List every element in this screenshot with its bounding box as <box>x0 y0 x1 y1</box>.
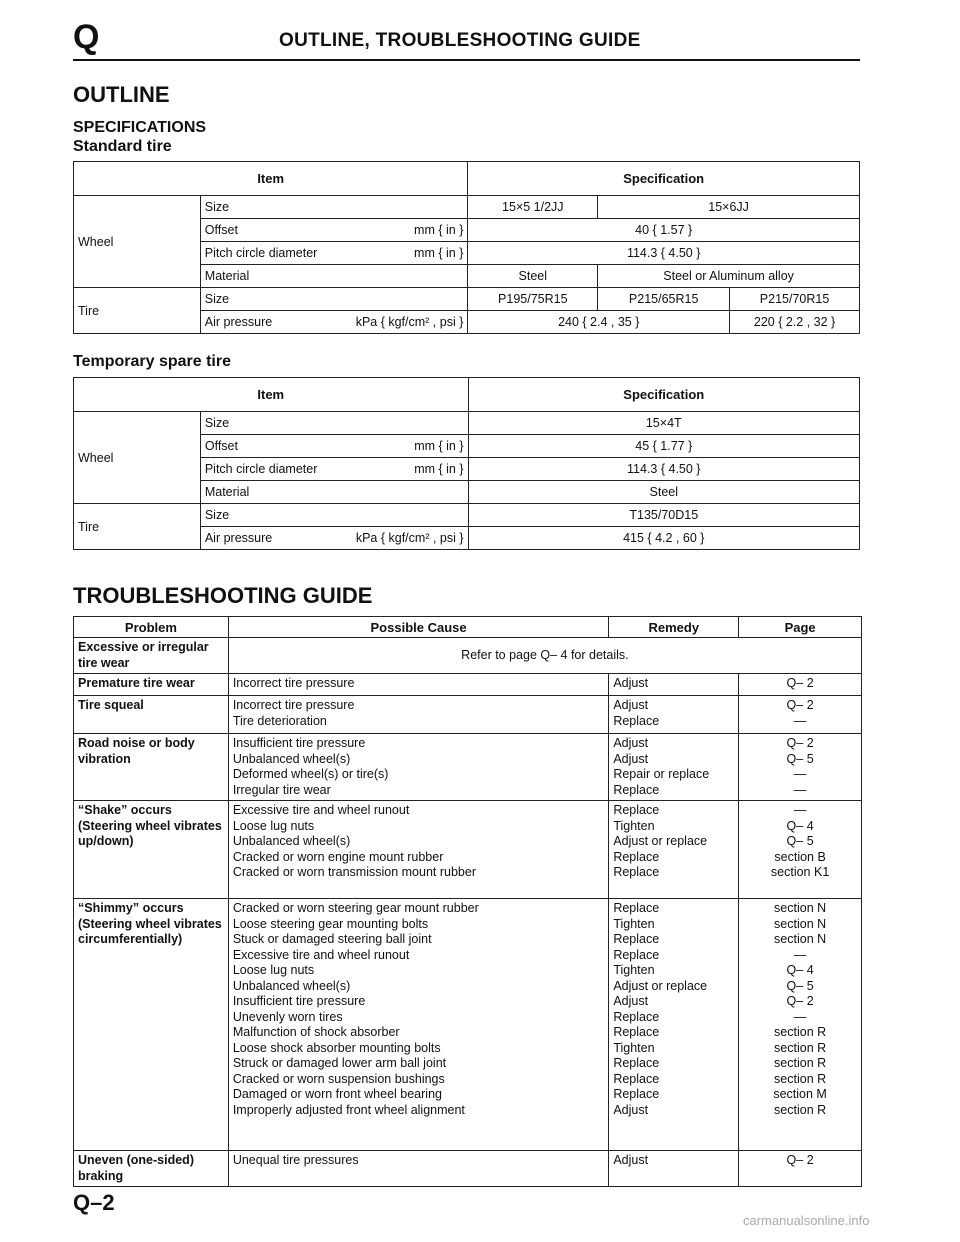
cause-line: Cracked or worn suspension bushings <box>232 1071 445 1086</box>
problem-cell: Uneven (one-sided) braking <box>74 1151 229 1187</box>
cause-line: Loose steering gear mounting bolts <box>232 916 429 931</box>
cause-line: Improperly adjusted front wheel alignment <box>232 1102 465 1117</box>
remedy-line: Replace <box>613 1009 660 1024</box>
remedy-line: Replace <box>613 932 660 946</box>
cell: 114.3 { 4.50 } <box>468 242 860 265</box>
row-unit: mm { in } <box>414 462 464 476</box>
group-wheel: Wheel <box>74 196 201 288</box>
causes-cell <box>228 801 608 899</box>
cell: 415 { 4.2 , 60 } <box>468 527 859 550</box>
remedy-line: Repair or replace <box>613 767 710 781</box>
cause-line: Malfunction of shock absorber <box>232 1025 400 1039</box>
pages-cell <box>739 696 862 734</box>
group-wheel: Wheel <box>74 412 201 504</box>
specifications-heading: SPECIFICATIONS <box>73 119 207 136</box>
remedies-cell <box>609 801 739 899</box>
col-item: Item <box>74 162 468 196</box>
remedy-line: Replace <box>613 901 660 915</box>
problem-cell: “Shake” occurs (Steering wheel vibrates up/down) <box>74 801 229 899</box>
remedies-cell <box>609 696 739 734</box>
table-row <box>74 734 862 801</box>
problem-cell: Road noise or body vibration <box>74 734 229 801</box>
table-row <box>74 674 862 696</box>
cell: 40 { 1.57 } <box>468 219 860 242</box>
col-cause: Possible Cause <box>228 617 608 638</box>
table-row <box>74 696 862 734</box>
page-line: section B <box>774 849 826 864</box>
row-label: Material <box>200 265 468 288</box>
remedies-cell <box>609 899 739 1151</box>
remedy-line: Tighten <box>613 1040 655 1055</box>
cell: P195/75R15 <box>468 288 598 311</box>
page-line: section K1 <box>770 865 830 879</box>
row-label: Material <box>200 481 468 504</box>
cause-line: Incorrect tire pressure <box>232 698 355 712</box>
cause-line: Loose shock absorber mounting bolts <box>232 1040 441 1055</box>
pages-cell <box>739 801 862 899</box>
cause-line: Loose lug nuts <box>232 963 315 977</box>
causes-cell <box>228 1151 608 1187</box>
col-page: Page <box>739 617 862 638</box>
pages-cell <box>739 899 862 1151</box>
page-line: Q– 5 <box>786 978 814 993</box>
standard-tire-table <box>73 161 860 334</box>
cause-line: Insufficient tire pressure <box>232 994 366 1008</box>
refer-note: Refer to page Q– 4 for details. <box>228 638 861 674</box>
page-line: section M <box>773 1087 827 1101</box>
cell: P215/70R15 <box>730 288 860 311</box>
row-unit: mm { in } <box>414 246 464 260</box>
remedy-line: Replace <box>613 1071 660 1086</box>
page-line: Q– 2 <box>786 994 814 1008</box>
pages-cell <box>739 734 862 801</box>
troubleshooting-heading: TROUBLESHOOTING GUIDE <box>73 583 373 608</box>
cause-line: Damaged or worn front wheel bearing <box>232 1087 442 1101</box>
standard-tire-heading: Standard tire <box>73 138 172 155</box>
row-label: Size <box>200 288 468 311</box>
cause-line: Tire deterioration <box>232 713 327 728</box>
spare-tire-table <box>73 377 860 550</box>
page-line: — <box>793 1009 807 1024</box>
page-line: Q– 5 <box>786 751 814 766</box>
row-label: Offset <box>204 223 238 237</box>
page-line: section R <box>774 1025 827 1039</box>
pages-cell <box>739 1151 862 1187</box>
causes-cell <box>228 674 608 696</box>
page-line: Q– 2 <box>786 1153 814 1167</box>
cell: Steel <box>468 481 859 504</box>
row-label: Air pressure <box>204 315 273 329</box>
cause-line: Cracked or worn transmission mount rubber <box>232 865 476 879</box>
remedies-cell <box>609 1151 739 1187</box>
page-line: Q– 5 <box>786 834 814 848</box>
cause-line: Unequal tire pressures <box>232 1153 359 1167</box>
problem-cell: Premature tire wear <box>74 674 229 696</box>
page-line: Q– 2 <box>786 736 814 750</box>
cell: T135/70D15 <box>468 504 859 527</box>
group-tire: Tire <box>74 504 201 550</box>
cause-line: Cracked or worn steering gear mount rubber <box>232 901 479 915</box>
row-label: Offset <box>204 439 238 453</box>
cell: Steel <box>468 265 598 288</box>
cell: 114.3 { 4.50 } <box>468 458 859 481</box>
cell: Steel or Aluminum alloy <box>598 265 860 288</box>
col-item: Item <box>74 378 469 412</box>
causes-cell <box>228 696 608 734</box>
cause-line: Excessive tire and wheel runout <box>232 803 410 817</box>
cell: 45 { 1.77 } <box>468 435 859 458</box>
remedies-cell <box>609 674 739 696</box>
cause-line: Unevenly worn tires <box>232 1009 343 1024</box>
cell: 220 { 2.2 , 32 } <box>730 311 860 334</box>
remedy-line: Adjust <box>613 736 649 750</box>
page-line: Q– 4 <box>786 963 814 977</box>
row-unit: mm { in } <box>414 439 464 453</box>
problem-cell: Tire squeal <box>74 696 229 734</box>
outline-heading: OUTLINE <box>73 82 170 107</box>
row-label: Size <box>200 196 468 219</box>
table-row <box>74 1151 862 1187</box>
row-label: Size <box>200 504 468 527</box>
problem-cell: “Shimmy” occurs (Steering wheel vibrates circumferentially) <box>74 899 229 1151</box>
page-line: — <box>793 767 807 781</box>
group-tire: Tire <box>74 288 201 334</box>
cause-line: Irregular tire wear <box>232 782 331 797</box>
remedy-line: Adjust or replace <box>613 978 708 993</box>
header-rule <box>73 59 860 61</box>
problem-cell: Excessive or irregular tire wear <box>74 638 229 674</box>
page-line: — <box>793 947 807 962</box>
row-unit: kPa { kgf/cm² , psi } <box>355 531 464 545</box>
cell: P215/65R15 <box>598 288 730 311</box>
section-letter: Q <box>73 18 100 56</box>
remedy-line: Replace <box>613 865 660 879</box>
remedy-line: Replace <box>613 849 660 864</box>
row-unit: mm { in } <box>414 223 464 237</box>
table-row <box>74 801 862 899</box>
cause-line: Incorrect tire pressure <box>232 676 355 690</box>
cause-line: Unbalanced wheel(s) <box>232 751 351 766</box>
cause-line: Loose lug nuts <box>232 818 315 833</box>
col-remedy: Remedy <box>609 617 739 638</box>
remedy-line: Adjust <box>613 751 649 766</box>
remedy-line: Replace <box>613 1087 660 1101</box>
cell: 240 { 2.4 , 35 } <box>468 311 730 334</box>
remedy-line: Adjust <box>613 698 649 712</box>
page-line: Q– 2 <box>786 676 814 690</box>
row-unit: kPa { kgf/cm² , psi } <box>355 315 464 329</box>
cause-line: Cracked or worn engine mount rubber <box>232 849 444 864</box>
causes-cell <box>228 899 608 1151</box>
cause-line: Unbalanced wheel(s) <box>232 834 351 848</box>
page-header <box>73 18 860 58</box>
page-line: section R <box>774 1056 827 1070</box>
remedy-line: Adjust <box>613 1102 649 1117</box>
col-spec: Specification <box>468 162 860 196</box>
col-spec: Specification <box>468 378 859 412</box>
cause-line: Excessive tire and wheel runout <box>232 947 410 962</box>
page-line: Q– 2 <box>786 698 814 712</box>
remedy-line: Adjust <box>613 676 649 690</box>
remedy-line: Tighten <box>613 818 655 833</box>
page-title: OUTLINE, TROUBLESHOOTING GUIDE <box>279 30 641 51</box>
cell: 15×5 1/2JJ <box>468 196 598 219</box>
page-line: Q– 4 <box>786 818 814 833</box>
cause-line: Deformed wheel(s) or tire(s) <box>232 767 389 781</box>
page-line: section R <box>774 1071 827 1086</box>
remedy-line: Replace <box>613 1025 660 1039</box>
page-line: — <box>793 713 807 728</box>
col-problem: Problem <box>74 617 229 638</box>
page-line: — <box>793 782 807 797</box>
row-label: Pitch circle diameter <box>204 246 318 260</box>
remedy-line: Tighten <box>613 963 655 977</box>
page-line: section N <box>774 932 827 946</box>
page-number: Q–2 <box>73 1190 115 1215</box>
remedy-line: Adjust <box>613 1153 649 1167</box>
remedy-line: Adjust or replace <box>613 834 708 848</box>
remedy-line: Replace <box>613 803 660 817</box>
page-line: — <box>793 803 807 817</box>
row-label: Air pressure <box>204 531 273 545</box>
remedies-cell <box>609 734 739 801</box>
row-label: Pitch circle diameter <box>204 462 318 476</box>
remedy-line: Tighten <box>613 916 655 931</box>
causes-cell <box>228 734 608 801</box>
remedy-line: Replace <box>613 947 660 962</box>
page-line: section N <box>774 901 827 915</box>
page-line: section N <box>774 916 827 931</box>
remedy-line: Replace <box>613 713 660 728</box>
cell: 15×4T <box>468 412 859 435</box>
page-line: section R <box>774 1102 827 1117</box>
cause-line: Stuck or damaged steering ball joint <box>232 932 432 946</box>
cause-line: Insufficient tire pressure <box>232 736 366 750</box>
remedy-line: Replace <box>613 1056 660 1070</box>
watermark: carmanualsonline.info <box>743 1213 870 1228</box>
page-line: section R <box>774 1040 827 1055</box>
cause-line: Unbalanced wheel(s) <box>232 978 351 993</box>
remedy-line: Replace <box>613 782 660 797</box>
cell: 15×6JJ <box>598 196 860 219</box>
remedy-line: Adjust <box>613 994 649 1008</box>
spare-tire-heading: Temporary spare tire <box>73 353 231 370</box>
pages-cell <box>739 674 862 696</box>
troubleshooting-table <box>73 616 862 1187</box>
cause-line: Struck or damaged lower arm ball joint <box>232 1056 447 1070</box>
table-row <box>74 899 862 1151</box>
row-label: Size <box>200 412 468 435</box>
